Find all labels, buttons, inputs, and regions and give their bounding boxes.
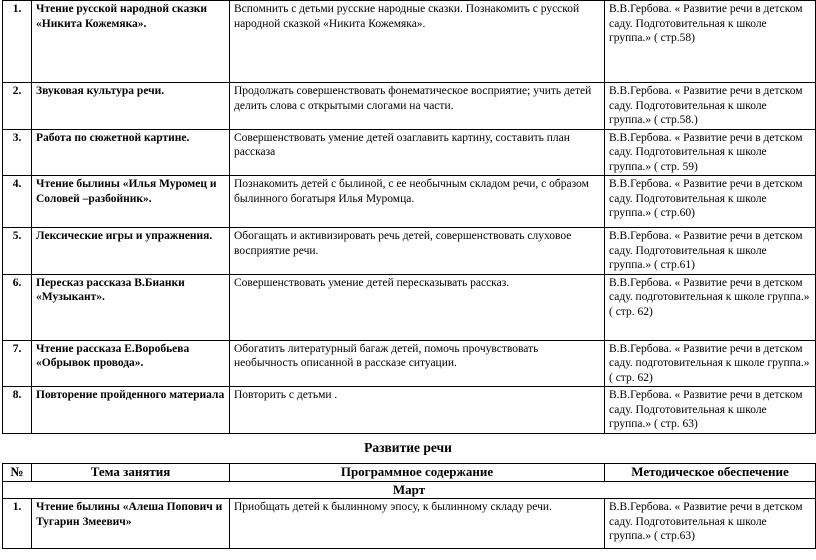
lesson-content: Продолжать совершенствовать фонематическое восприятие; учить детей делить слова с открытыми слогами на части.: [230, 83, 605, 130]
lesson-method: В.В.Гербова. « Развитие речи в детском саду. Подготовительная к школе группа.» ( стр.58.): [605, 83, 816, 130]
row-number: 2.: [3, 83, 32, 130]
lesson-topic: Чтение былины «Алеша Попович и Тугарин Змеевич»: [32, 499, 230, 549]
lesson-content: Повторить с детьми .: [230, 387, 605, 434]
section-title: Развитие речи: [364, 440, 452, 455]
row-number: 3.: [3, 129, 32, 176]
lesson-topic: Чтение рассказа Е.Воробьева «Обрывок провода».: [32, 340, 230, 387]
lesson-topic: Повторение пройденного материала: [32, 387, 230, 434]
lesson-content: Совершенствовать умение детей пересказывать рассказ.: [230, 274, 605, 340]
table-row: [3, 387, 816, 434]
row-number: 5.: [3, 228, 32, 275]
lesson-content: Обогатить литературный багаж детей, помочь прочувствовать необычность описанной в рассказе ситуации.: [230, 340, 605, 387]
column-header-number: №: [3, 464, 32, 482]
row-number: 4.: [3, 176, 32, 228]
table-row: [3, 1, 816, 83]
lesson-topic: Звуковая культура речи.: [32, 83, 230, 130]
lesson-method: В.В.Гербова. « Развитие речи в детском саду. Подготовительная к школе группа.» ( стр.58): [605, 1, 816, 83]
lesson-topic: Чтение былины «Илья Муромец и Соловей –разбойник».: [32, 176, 230, 228]
lesson-method: В.В.Гербова. « Развитие речи в детском саду. Подготовительная к школе группа.» ( стр. 59): [605, 129, 816, 176]
month-label: Март: [3, 482, 816, 499]
row-number: 6.: [3, 274, 32, 340]
lesson-method: В.В.Гербова. « Развитие речи в детском саду. Подготовительная к школе группа.» ( стр.61): [605, 228, 816, 275]
row-number: 1.: [3, 499, 32, 549]
table-row: [3, 83, 816, 130]
lesson-method: В.В.Гербова. « Развитие речи в детском саду. подготовительная к школе группа.» ( стр. 62): [605, 340, 816, 387]
table-row: [3, 499, 816, 549]
lesson-topic: Пересказ рассказа В.Бианки «Музыкант».: [32, 274, 230, 340]
row-number: 8.: [3, 387, 32, 434]
month-row: [3, 482, 816, 499]
table-header-row: [3, 464, 816, 482]
column-header-method: Методическое обеспечение: [605, 464, 816, 482]
lesson-content: Познакомить детей с былиной, с ее необычным складом речи, с образом былинного богатыря Илья Муромца.: [230, 176, 605, 228]
lesson-plan-table: [2, 0, 816, 434]
lesson-topic: Лексические игры и упражнения.: [32, 228, 230, 275]
table-row: [3, 274, 816, 340]
lesson-content: Вспомнить с детьми русские народные сказки. Познакомить с русской народной сказкой «Никита Кожемяка».: [230, 1, 605, 83]
lesson-content: Приобщать детей к былинному эпосу, к былинному складу речи.: [230, 499, 605, 549]
lesson-method: В.В.Гербова. « Развитие речи в детском саду. Подготовительная к школе группа.» ( стр. 63): [605, 387, 816, 434]
lesson-content: Обогащать и активизировать речь детей, совершенствовать слуховое восприятие речи.: [230, 228, 605, 275]
lesson-topic: Чтение русской народной сказки «Никита Кожемяка».: [32, 1, 230, 83]
row-number: 1.: [3, 1, 32, 83]
march-plan-table: [2, 463, 816, 549]
lesson-method: В.В.Гербова. « Развитие речи в детском саду. Подготовительная к школе группа.» ( стр.63): [605, 499, 816, 549]
column-header-topic: Тема занятия: [32, 464, 230, 482]
lesson-method: В.В.Гербова. « Развитие речи в детском саду. подготовительная к школе группа.» ( стр. 62): [605, 274, 816, 340]
table-row: [3, 228, 816, 275]
table-row: [3, 129, 816, 176]
lesson-method: В.В.Гербова. « Развитие речи в детском саду. Подготовительная к школе группа.» ( стр.60): [605, 176, 816, 228]
lesson-content: Совершенствовать умение детей озаглавить картину, составить план рассказа: [230, 129, 605, 176]
lesson-topic: Работа по сюжетной картине.: [32, 129, 230, 176]
row-number: 7.: [3, 340, 32, 387]
table-row: [3, 176, 816, 228]
column-header-content: Программное содержание: [230, 464, 605, 482]
table-row: [3, 340, 816, 387]
